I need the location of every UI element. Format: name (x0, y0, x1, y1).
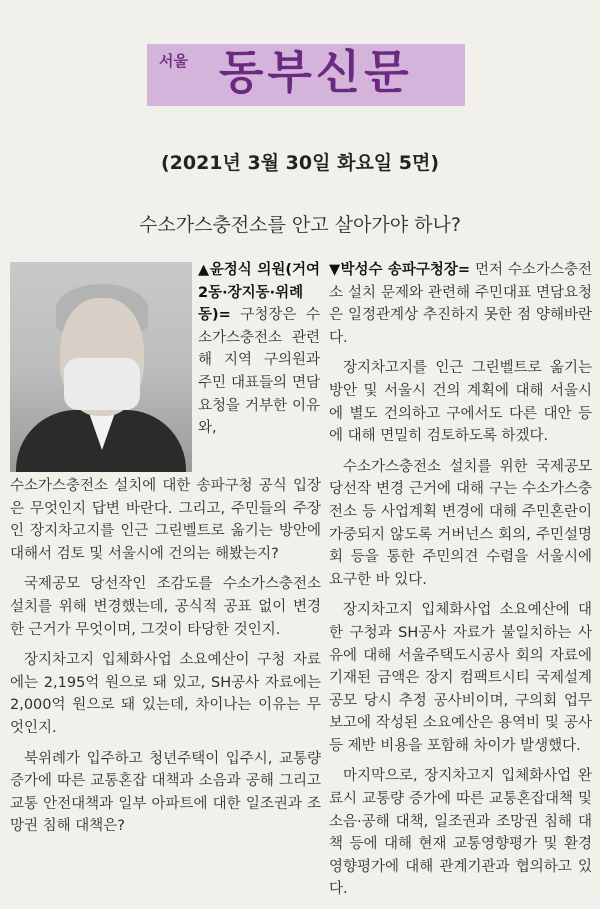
question-intro: 구청장은 수소가스충전소 관련해 지역 구의원과 주민 대표들의 면담요청을 거부한 이유와, (198, 307, 320, 437)
question-intro-column (198, 259, 320, 448)
answer-paragraph: 장지차고지를 인근 그린벨트로 옮기는 방안 및 서울시 건의 계획에 대해 서울시에 별도 건의하고 구에서도 다른 대안 등에 대해 면밀히 검토하도록 하겠다. (329, 360, 592, 445)
question-paragraph: 북위례가 입주하고 청년주택이 입주시, 교통량 증가에 따른 교통혼잡 대책과 소음과 공해 그리고 교통 안전대책과 일부 아파트에 대한 일조권과 조망권 침해 대책은? (10, 750, 321, 835)
newspaper-masthead (147, 44, 465, 106)
question-paragraph: 국제공모 당선작인 조감도를 수소가스충전소 설치를 위해 변경했는데, 공식적 공표 없이 변경한 근거가 무엇이며, 그것이 타당한 것인지. (10, 576, 321, 638)
answer-column (329, 259, 592, 909)
dateline: (2021년 3월 30일 화요일 5면) (160, 152, 440, 174)
questioner-name: ▲윤정식 의원(거여2동·장지동·위례동)= (198, 262, 320, 324)
masthead-seoul: 서울 (159, 52, 188, 70)
article-headline: 수소가스충전소를 안고 살아가야 하나? (139, 214, 461, 236)
answer-paragraph: 수소가스충전소 설치를 위한 국제공모당선작 변경 근거에 대해 구는 수소가스충전소 등 사업계획 변경에 대해 주민혼란이 가중되지 않도록 거버넌스 회의, 주민설명회 등을 통한 주민의견 수렴을 서울시에 요구한 바 있다. (329, 458, 592, 588)
answer-paragraph: 먼저 수소가스충전소 설치 문제와 관련해 주민대표 면담요청은 일정관계상 추진하지 못한 점 양해바란다. (329, 262, 592, 346)
answer-paragraph: 장지차고지 입체화사업 소요예산에 대한 구청과 SH공사 자료가 불일치하는 사유에 대해 서울주택도시공사 회의 자료에 기재된 금액은 장지 컴팩트시티 국제설계 공모 당시 추정 공사비이며, 구의회 업무보고에 작성된 소요예산은 용역비 및 공사 등 제반 비용을 포함해 차이가 발생했다. (329, 602, 592, 754)
question-paragraph: 수소가스충전소 설치에 대한 송파구청 공식 입장은 무엇인지 답변 바란다. 그리고, 주민들의 주장인 장지차고지를 인근 그린벨트로 옮기는 방안에 대해서 검토 및 서울시에 건의는 해봤는지? (10, 478, 321, 562)
answer-paragraph: 마지막으로, 장지차고지 입체화사업 완료시 교통량 증가에 따른 교통혼잡대책 및 소음·공해 대책, 일조권과 조망권 침해 대책 등에 대해 현재 교통영향평가 및 환경영향평가에 대해 관계기관과 협의하고 있다. (329, 768, 592, 898)
question-paragraph: 장지차고지 입체화사업 소요예산이 구청 자료에는 2,195억 원으로 돼 있고, SH공사 자료에는 2,000억 원으로 돼 있는데, 차이나는 이유는 무엇인지. (10, 652, 321, 736)
answerer-name: ▼박성수 송파구청장= (329, 262, 471, 278)
masthead-title: 동부신문 (219, 45, 413, 99)
question-column (10, 475, 321, 846)
councilor-photo (10, 262, 192, 472)
